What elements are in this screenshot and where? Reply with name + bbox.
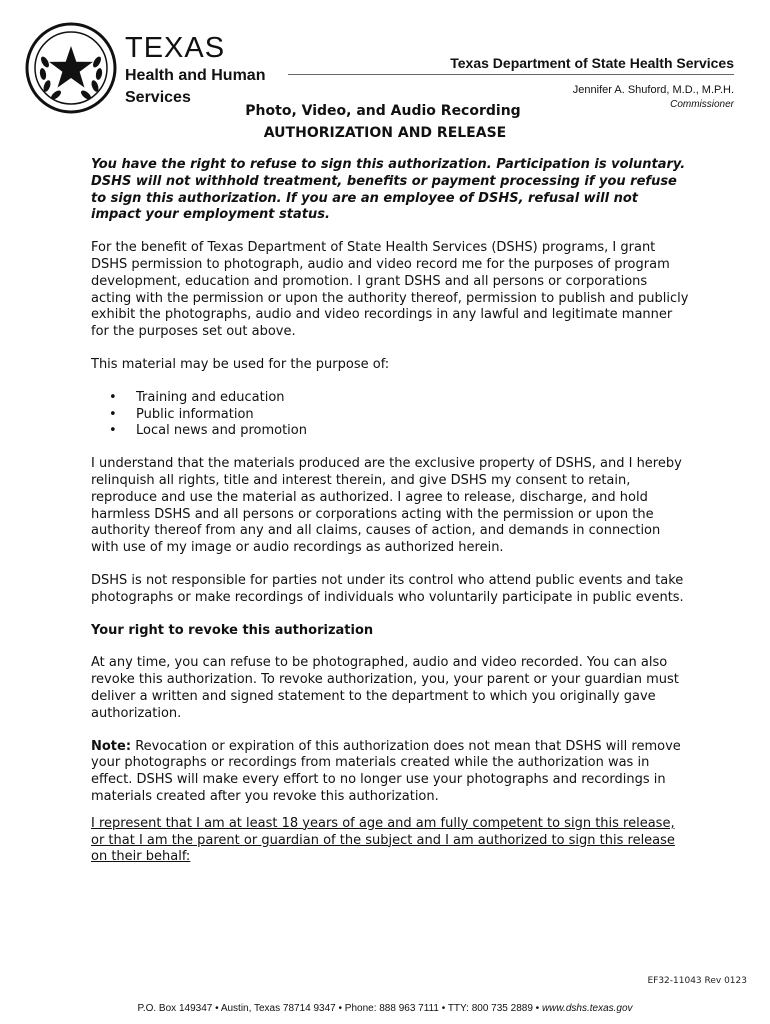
commissioner-title: Commissioner [670, 99, 734, 110]
refusal-rights-paragraph: You have the right to refuse to sign this authorization. Participation is voluntary. DSHS will not withhold treatment, benefits or payment processing if you refuse to sign this authorization. If you are an employee of DSHS, refusal will not impact your employment status. [91, 157, 686, 223]
logo-line-health: Health and Human [125, 67, 266, 84]
footer-contact [0, 1003, 770, 1014]
footer-website-link[interactable]: www.dshs.texas.gov [541, 1003, 633, 1014]
purpose-item-local-news: • Local news and promotion [91, 423, 691, 440]
title-line-1: Photo, Video, and Audio Recording [245, 103, 521, 119]
revoke-paragraph: At any time, you can refuse to be photographed, audio and video recorded. You can also revoke this authorization. To revoke authorization, you, your parent or your guardian must deliver a written and signed statement to the department to which you originally gave authorization. [91, 655, 679, 721]
note-paragraph [91, 739, 691, 806]
logo-line-services: Services [125, 89, 191, 106]
footer-address: P.O. Box 149347 • Austin, Texas 78714 9347 • Phone: 888 963 7111 • TTY: 800 735 2889 • [137, 1003, 542, 1014]
responsibility-paragraph: DSHS is not responsible for parties not under its control who attend public events and take photographs or make recordings of individuals who voluntarily participate in public events. [91, 572, 684, 605]
letterhead-divider [288, 74, 734, 75]
note-label: Note: [91, 738, 132, 754]
property-paragraph: I understand that the materials produced are the exclusive property of DSHS, and I hereby relinquish all rights, title and interest therein, and give DSHS my consent to retain, reproduce and use the material as authorized. I agree to release, discharge, and hold harmless DSHS and all persons or corporations acting with the permission or upon the authority thereof from any and all claims, causes of action, and demands in connection with use of my image or audio recordings as authorized herein. [91, 456, 682, 556]
hhs-logo-text [125, 34, 265, 107]
logo-word-texas: TEXAS [125, 32, 226, 64]
purpose-item-training: • Training and education [91, 390, 691, 407]
purpose-item-public-info: • Public information [91, 407, 691, 424]
document-title [0, 100, 770, 144]
purpose-list [91, 390, 691, 440]
note-text: Revocation or expiration of this authorization does not mean that DSHS will remove your photographs or recordings from materials created while the authorization was in effect. DSHS will make every effort to no longer use your photographs and recordings in materials created after you revoke this authorization. [91, 738, 681, 804]
consent-statement: I represent that I am at least 18 years of age and am fully competent to sign this release, or that I am the parent or guardian of the subject and I am authorized to sign this release on their behalf: [91, 815, 675, 865]
purpose-intro: This material may be used for the purpose of: [91, 356, 390, 372]
department-name: Texas Department of State Health Services [450, 55, 734, 71]
revoke-heading: Your right to revoke this authorization [91, 622, 374, 638]
document-body [91, 157, 691, 882]
title-line-2: AUTHORIZATION AND RELEASE [263, 125, 507, 141]
form-number: EF32-11043 Rev 0123 [647, 976, 747, 986]
commissioner-name: Jennifer A. Shuford, M.D., M.P.H. [572, 84, 734, 96]
grant-paragraph: For the benefit of Texas Department of State Health Services (DSHS) programs, I grant DSHS permission to photograph, audio and video record me for the purposes of program development, education and promotion. I grant DSHS and all persons or corporations acting with the permission or upon the authority thereof, permission to publish and publicly exhibit the photographs, audio and video recordings in any lawful and legitimate manner for the purposes set out above. [91, 240, 689, 340]
